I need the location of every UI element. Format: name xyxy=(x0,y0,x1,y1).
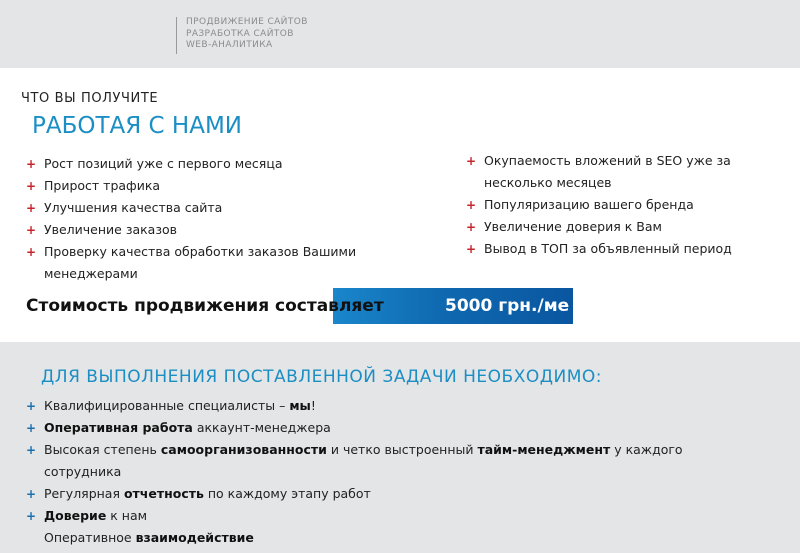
benefits-list-right xyxy=(466,150,766,260)
list-item-text: Увеличение доверия к Вам xyxy=(484,219,662,234)
list-item-text: Увеличение заказов xyxy=(44,222,178,237)
plus-icon: + xyxy=(26,245,37,259)
top-nav xyxy=(176,17,308,54)
plus-icon: + xyxy=(26,201,37,215)
nav-link-promotion[interactable]: ПРОДВИЖЕНИЕ САЙТОВ xyxy=(186,17,308,27)
plus-icon: + xyxy=(26,179,37,193)
plus-icon: + xyxy=(466,198,477,212)
list-item xyxy=(26,175,426,197)
list-item-text: Проверку качества обработки заказов Вашими менеджерами xyxy=(44,244,357,281)
list-item-text: Рост позиций уже с первого месяца xyxy=(44,156,283,171)
list-item xyxy=(26,153,426,175)
header-band xyxy=(0,0,800,68)
plus-icon: + xyxy=(26,443,37,457)
plus-icon: + xyxy=(26,157,37,171)
list-item xyxy=(466,150,766,194)
list-item xyxy=(466,194,766,216)
plus-icon: + xyxy=(26,509,37,523)
benefits-title: РАБОТАЯ С НАМИ xyxy=(32,113,243,139)
list-item: + Оперативная работа аккаунт-менеджера xyxy=(26,417,726,439)
list-item xyxy=(26,219,426,241)
plus-icon: + xyxy=(26,223,37,237)
list-item: + Доверие к нам xyxy=(26,505,726,527)
price-value: 5000 грн./ме xyxy=(445,296,570,316)
list-item: + Квалифицированные специалисты – мы! xyxy=(26,395,726,417)
plus-icon: + xyxy=(466,220,477,234)
requirements-list xyxy=(26,395,726,549)
list-item: Оперативное взаимодействие xyxy=(44,530,254,545)
list-item-text: Прирост трафика xyxy=(44,178,161,193)
nav-link-analytics[interactable]: WEB-АНАЛИТИКА xyxy=(186,40,273,50)
requirements-title: ДЛЯ ВЫПОЛНЕНИЯ ПОСТАВЛЕННОЙ ЗАДАЧИ НЕОБХОДИМО: xyxy=(41,367,603,387)
benefits-kicker: ЧТО ВЫ ПОЛУЧИТЕ xyxy=(21,91,159,106)
list-item xyxy=(26,241,426,285)
plus-icon: + xyxy=(26,421,37,435)
plus-icon: + xyxy=(26,487,37,501)
list-item xyxy=(466,238,766,260)
list-item xyxy=(26,197,426,219)
plus-icon: + xyxy=(26,399,37,413)
plus-icon: + xyxy=(466,154,477,168)
list-item-text: Вывод в ТОП за объявленный период xyxy=(484,241,732,256)
list-item xyxy=(466,216,766,238)
price-label: Стоимость продвижения составляет xyxy=(26,296,384,316)
benefits-list-left xyxy=(26,153,426,285)
list-item: + Регулярная отчетность по каждому этапу работ xyxy=(26,483,726,505)
list-item-text: Популяризацию вашего бренда xyxy=(484,197,694,212)
list-item-text: Окупаемость вложений в SEO уже за несколько месяцев xyxy=(484,153,731,190)
list-item-text: Улучшения качества сайта xyxy=(44,200,223,215)
plus-icon: + xyxy=(466,242,477,256)
list-item: + Высокая степень самоорганизованности и четко выстроенный тайм-менеджмент у каждого сотрудника xyxy=(26,439,726,483)
nav-link-development[interactable]: РАЗРАБОТКА САЙТОВ xyxy=(186,28,294,39)
